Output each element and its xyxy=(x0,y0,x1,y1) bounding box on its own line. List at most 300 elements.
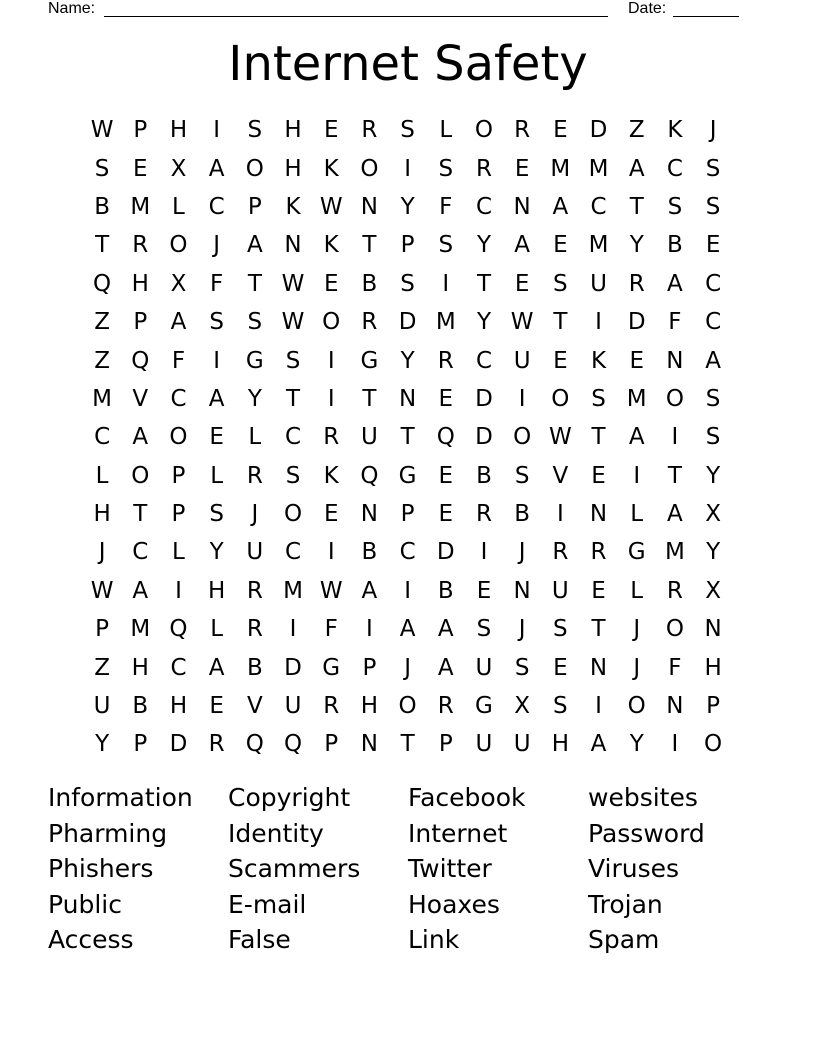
name-field[interactable] xyxy=(104,0,608,17)
grid-letter[interactable]: I xyxy=(327,539,335,566)
grid-letter[interactable]: M xyxy=(626,385,647,412)
grid-letter[interactable]: I xyxy=(213,117,221,144)
grid-letter[interactable]: R xyxy=(361,117,378,144)
grid-letter[interactable]: I xyxy=(671,731,679,758)
grid-letter[interactable]: E xyxy=(629,347,644,374)
grid-letter[interactable]: D xyxy=(589,117,608,144)
grid-letter[interactable]: B xyxy=(361,539,378,566)
grid-letter[interactable]: S xyxy=(705,193,721,220)
grid-letter[interactable]: I xyxy=(556,501,564,528)
grid-letter[interactable]: R xyxy=(666,577,683,604)
grid-letter[interactable]: C xyxy=(399,539,416,566)
grid-letter[interactable]: G xyxy=(245,347,264,374)
grid-letter[interactable]: H xyxy=(169,117,188,144)
grid-letter[interactable]: O xyxy=(169,424,188,451)
grid-letter[interactable]: I xyxy=(442,270,450,297)
grid-letter[interactable]: R xyxy=(361,309,378,336)
grid-letter[interactable]: S xyxy=(209,309,224,336)
grid-letter[interactable]: I xyxy=(671,424,679,451)
grid-letter[interactable]: Q xyxy=(283,731,303,758)
grid-letter[interactable]: C xyxy=(94,424,111,451)
grid-letter[interactable]: M xyxy=(588,155,609,182)
grid-letter[interactable]: F xyxy=(171,347,186,374)
grid-letter[interactable]: J xyxy=(518,539,526,566)
grid-letter[interactable]: T xyxy=(629,193,644,220)
grid-letter[interactable]: K xyxy=(323,155,339,182)
grid-letter[interactable]: H xyxy=(360,693,379,720)
grid-letter[interactable]: A xyxy=(208,385,225,412)
grid-letter[interactable]: I xyxy=(518,385,526,412)
grid-letter[interactable]: S xyxy=(705,155,721,182)
grid-letter[interactable]: O xyxy=(627,693,646,720)
grid-letter[interactable]: Y xyxy=(95,731,110,758)
grid-letter[interactable]: F xyxy=(668,309,682,336)
grid-letter[interactable]: O xyxy=(283,501,303,528)
word-bank-item: websites xyxy=(588,783,698,812)
grid-letter[interactable]: T xyxy=(95,232,110,259)
grid-letter[interactable]: F xyxy=(668,654,682,681)
grid-letter[interactable]: H xyxy=(208,577,226,604)
grid-letter[interactable]: R xyxy=(475,501,492,528)
grid-letter[interactable]: M xyxy=(550,155,571,182)
grid-letter[interactable]: C xyxy=(475,347,492,374)
grid-letter[interactable]: Y xyxy=(706,539,721,566)
grid-letter[interactable]: E xyxy=(209,424,224,451)
grid-letter[interactable]: O xyxy=(665,616,684,643)
grid-letter[interactable]: T xyxy=(133,501,148,528)
grid-letter[interactable]: R xyxy=(132,232,149,259)
grid-letter[interactable]: E xyxy=(553,117,568,144)
grid-letter[interactable]: A xyxy=(590,731,607,758)
grid-letter[interactable]: A xyxy=(132,577,149,604)
grid-letter[interactable]: M xyxy=(283,577,303,604)
grid-letter[interactable]: X xyxy=(170,155,187,182)
grid-letter[interactable]: J xyxy=(213,232,221,259)
grid-letter[interactable]: E xyxy=(705,232,721,259)
grid-letter[interactable]: Q xyxy=(245,731,264,758)
grid-letter[interactable]: S xyxy=(553,270,568,297)
grid-letter[interactable]: P xyxy=(400,501,415,528)
grid-letter[interactable]: F xyxy=(324,616,338,643)
grid-letter[interactable]: A xyxy=(246,232,263,259)
grid-letter[interactable]: C xyxy=(132,539,149,566)
grid-letter[interactable]: A xyxy=(628,424,645,451)
grid-letter[interactable]: O xyxy=(322,309,341,336)
grid-letter[interactable]: D xyxy=(398,309,417,336)
grid-letter[interactable]: D xyxy=(169,731,188,758)
grid-letter[interactable]: H xyxy=(131,270,149,297)
grid-row xyxy=(83,303,733,341)
grid-letter[interactable]: Z xyxy=(94,347,110,374)
grid-letter[interactable]: S xyxy=(400,270,415,297)
grid-letter[interactable]: M xyxy=(130,616,151,643)
grid-letter[interactable]: Q xyxy=(131,347,150,374)
grid-letter[interactable]: R xyxy=(552,539,569,566)
grid-letter[interactable]: E xyxy=(553,347,568,374)
grid-letter[interactable]: C xyxy=(666,155,683,182)
grid-letter[interactable]: R xyxy=(246,616,263,643)
grid-letter[interactable]: I xyxy=(633,462,641,489)
grid-letter[interactable]: I xyxy=(595,309,602,336)
grid-letter[interactable]: E xyxy=(514,270,530,297)
word-column xyxy=(408,780,588,958)
grid-letter[interactable]: E xyxy=(438,385,454,412)
date-field[interactable] xyxy=(673,0,739,17)
grid-letter[interactable]: A xyxy=(628,155,645,182)
grid-letter[interactable]: S xyxy=(514,654,530,681)
grid-letter[interactable]: C xyxy=(170,654,187,681)
grid-letter[interactable]: T xyxy=(362,385,377,412)
grid-letter[interactable]: D xyxy=(627,309,646,336)
grid-letter[interactable]: O xyxy=(131,462,150,489)
grid-letter[interactable]: N xyxy=(284,232,302,259)
grid-letter[interactable]: H xyxy=(93,501,111,528)
grid-letter[interactable]: A xyxy=(361,577,378,604)
grid-letter[interactable]: P xyxy=(362,654,377,681)
grid-letter[interactable]: J xyxy=(709,117,717,144)
grid-letter[interactable]: E xyxy=(323,270,339,297)
grid-letter[interactable]: E xyxy=(591,577,606,604)
word-bank-item: Public xyxy=(48,889,122,919)
grid-letter[interactable]: L xyxy=(210,616,224,643)
grid-letter[interactable]: I xyxy=(595,693,602,720)
grid-letter[interactable]: F xyxy=(439,193,453,220)
grid-letter[interactable]: E xyxy=(553,654,568,681)
grid-letter[interactable]: R xyxy=(437,347,454,374)
grid-letter[interactable]: V xyxy=(246,693,263,720)
grid-letter[interactable]: T xyxy=(286,385,301,412)
grid-letter[interactable]: J xyxy=(633,654,641,681)
grid-letter[interactable]: B xyxy=(476,462,492,489)
grid-letter[interactable]: W xyxy=(281,270,305,297)
grid-letter[interactable]: H xyxy=(131,654,149,681)
grid-letter[interactable]: S xyxy=(438,155,454,182)
grid-letter[interactable]: S xyxy=(705,385,721,412)
grid-letter[interactable]: K xyxy=(590,347,607,374)
grid-letter[interactable]: C xyxy=(475,193,492,220)
grid-letter[interactable]: N xyxy=(589,654,608,681)
grid-letter[interactable]: R xyxy=(246,462,263,489)
grid-letter[interactable]: N xyxy=(360,501,379,528)
grid-letter[interactable]: P xyxy=(171,462,186,489)
grid-letter[interactable]: O xyxy=(513,424,532,451)
grid-letter[interactable]: B xyxy=(94,193,110,220)
grid-letter[interactable]: S xyxy=(438,232,454,259)
grid-letter[interactable]: I xyxy=(404,155,411,182)
grid-letter[interactable]: P xyxy=(247,193,262,220)
grid-letter[interactable]: C xyxy=(705,309,722,336)
grid-letter[interactable]: S xyxy=(285,347,301,374)
grid-letter[interactable]: D xyxy=(475,385,493,412)
grid-letter[interactable]: R xyxy=(475,155,492,182)
grid-letter[interactable]: Y xyxy=(476,309,491,336)
grid-letter[interactable]: Y xyxy=(400,193,415,220)
grid-letter[interactable]: R xyxy=(437,693,454,720)
grid-letter[interactable]: Y xyxy=(629,731,644,758)
grid-letter[interactable]: M xyxy=(664,539,685,566)
grid-letter[interactable]: G xyxy=(360,347,379,374)
grid-letter[interactable]: Z xyxy=(628,117,645,144)
grid-letter[interactable]: L xyxy=(248,424,262,451)
grid-letter[interactable]: I xyxy=(404,577,411,604)
grid-letter[interactable]: Q xyxy=(93,270,112,297)
grid-letter[interactable]: T xyxy=(400,424,415,451)
grid-letter[interactable]: A xyxy=(552,193,569,220)
grid-letter[interactable]: H xyxy=(704,654,722,681)
grid-letter[interactable]: R xyxy=(246,577,263,604)
grid-letter[interactable]: U xyxy=(513,347,531,374)
grid-letter[interactable]: I xyxy=(366,616,373,643)
grid-letter[interactable]: S xyxy=(94,155,110,182)
grid-letter[interactable]: W xyxy=(281,309,305,336)
grid-letter[interactable]: V xyxy=(132,385,149,412)
grid-letter[interactable]: K xyxy=(323,462,339,489)
grid-letter[interactable]: E xyxy=(209,693,224,720)
grid-letter[interactable]: N xyxy=(360,193,379,220)
grid-letter[interactable]: P xyxy=(133,309,148,336)
grid-letter[interactable]: R xyxy=(323,424,340,451)
grid-letter[interactable]: U xyxy=(475,731,493,758)
grid-letter[interactable]: S xyxy=(667,193,683,220)
grid-letter[interactable]: L xyxy=(630,577,644,604)
grid-letter[interactable]: L xyxy=(439,117,453,144)
grid-letter[interactable]: B xyxy=(132,693,149,720)
grid-letter[interactable]: W xyxy=(319,577,343,604)
grid-letter[interactable]: T xyxy=(553,309,568,336)
grid-letter[interactable]: N xyxy=(360,731,379,758)
grid-letter[interactable]: O xyxy=(169,232,188,259)
grid-letter[interactable]: W xyxy=(510,309,534,336)
grid-letter[interactable]: N xyxy=(513,193,531,220)
grid-letter[interactable]: X xyxy=(705,501,721,528)
grid-letter[interactable]: A xyxy=(132,424,149,451)
grid-letter[interactable]: N xyxy=(666,347,684,374)
grid-letter[interactable]: S xyxy=(553,693,568,720)
grid-letter[interactable]: B xyxy=(514,501,531,528)
grid-letter[interactable]: Z xyxy=(94,654,110,681)
grid-letter[interactable]: A xyxy=(437,654,454,681)
grid-letter[interactable]: W xyxy=(90,577,114,604)
grid-letter[interactable]: L xyxy=(172,193,185,220)
grid-letter[interactable]: J xyxy=(633,616,641,643)
grid-letter[interactable]: O xyxy=(551,385,570,412)
grid-letter[interactable]: S xyxy=(705,424,721,451)
grid-letter[interactable]: I xyxy=(480,539,488,566)
grid-letter[interactable]: A xyxy=(705,347,721,374)
grid-letter[interactable]: R xyxy=(208,731,225,758)
grid-letter[interactable]: B xyxy=(246,654,263,681)
grid-letter[interactable]: P xyxy=(133,117,148,144)
grid-letter[interactable]: R xyxy=(628,270,645,297)
grid-letter[interactable]: U xyxy=(284,693,302,720)
grid-letter[interactable]: N xyxy=(513,577,531,604)
grid-letter[interactable]: E xyxy=(438,501,454,528)
grid-letter[interactable]: S xyxy=(514,462,530,489)
grid-letter[interactable]: Y xyxy=(247,385,262,412)
grid-letter[interactable]: C xyxy=(285,424,302,451)
date-label: Date: xyxy=(628,0,667,17)
grid-letter[interactable]: K xyxy=(667,117,683,144)
grid-letter[interactable]: A xyxy=(667,270,683,297)
grid-letter[interactable]: J xyxy=(251,501,259,528)
grid-letter[interactable]: A xyxy=(208,654,225,681)
grid-letter[interactable]: A xyxy=(399,616,416,643)
grid-letter[interactable]: U xyxy=(246,539,264,566)
grid-letter[interactable]: E xyxy=(553,232,568,259)
grid-letter[interactable]: S xyxy=(247,117,263,144)
grid-letter[interactable]: K xyxy=(285,193,301,220)
grid-letter[interactable]: H xyxy=(551,731,569,758)
grid-letter[interactable]: U xyxy=(93,693,111,720)
grid-letter[interactable]: W xyxy=(90,117,114,144)
grid-letter[interactable]: Y xyxy=(400,347,415,374)
grid-letter[interactable]: T xyxy=(667,462,682,489)
grid-letter[interactable]: L xyxy=(210,462,224,489)
grid-letter[interactable]: T xyxy=(400,731,415,758)
grid-letter[interactable]: D xyxy=(436,539,455,566)
grid-letter[interactable]: E xyxy=(476,577,492,604)
grid-letter[interactable]: P xyxy=(324,731,339,758)
grid-letter[interactable]: A xyxy=(208,155,225,182)
grid-letter[interactable]: P xyxy=(133,731,148,758)
grid-letter[interactable]: E xyxy=(323,117,339,144)
grid-letter[interactable]: V xyxy=(552,462,569,489)
grid-letter[interactable]: Y xyxy=(706,462,721,489)
grid-letter[interactable]: F xyxy=(210,270,224,297)
word-column xyxy=(588,780,768,958)
grid-letter[interactable]: H xyxy=(169,693,188,720)
grid-letter[interactable]: S xyxy=(247,309,263,336)
grid-letter[interactable]: C xyxy=(590,193,607,220)
grid-letter[interactable]: E xyxy=(591,462,606,489)
grid-letter[interactable]: E xyxy=(514,155,530,182)
grid-letter[interactable]: M xyxy=(435,309,456,336)
grid-letter[interactable]: M xyxy=(92,385,113,412)
grid-letter[interactable]: G xyxy=(475,693,493,720)
grid-letter[interactable]: S xyxy=(209,501,224,528)
grid-letter[interactable]: I xyxy=(327,347,335,374)
grid-letter[interactable]: J xyxy=(518,616,526,643)
grid-letter[interactable]: S xyxy=(476,616,492,643)
grid-letter[interactable]: O xyxy=(474,117,494,144)
grid-letter[interactable]: B xyxy=(667,232,683,259)
grid-letter[interactable]: C xyxy=(705,270,722,297)
grid-letter[interactable]: A xyxy=(437,616,454,643)
grid-letter[interactable]: O xyxy=(245,155,264,182)
grid-letter[interactable]: A xyxy=(170,309,187,336)
grid-letter[interactable]: U xyxy=(360,424,378,451)
grid-letter[interactable]: O xyxy=(665,385,684,412)
grid-letter[interactable]: N xyxy=(398,385,417,412)
grid-letter[interactable]: J xyxy=(98,539,106,566)
grid-letter[interactable]: O xyxy=(360,155,379,182)
grid-letter[interactable]: G xyxy=(627,539,646,566)
grid-letter[interactable]: H xyxy=(284,155,302,182)
grid-letter[interactable]: Q xyxy=(436,424,455,451)
grid-letter[interactable]: C xyxy=(285,539,302,566)
grid-letter[interactable]: X xyxy=(514,693,531,720)
grid-letter[interactable]: B xyxy=(361,270,378,297)
grid-letter[interactable]: S xyxy=(591,385,606,412)
grid-letter[interactable]: L xyxy=(95,462,109,489)
page-title: Internet Safety xyxy=(228,36,588,92)
grid-letter[interactable]: I xyxy=(327,385,335,412)
grid-letter[interactable]: N xyxy=(666,693,684,720)
grid-letter[interactable]: E xyxy=(438,462,454,489)
grid-letter[interactable]: W xyxy=(319,193,343,220)
grid-letter[interactable]: T xyxy=(591,616,606,643)
grid-letter[interactable]: S xyxy=(553,616,568,643)
grid-letter[interactable]: U xyxy=(475,654,493,681)
grid-letter[interactable]: Q xyxy=(360,462,379,489)
grid-letter[interactable]: E xyxy=(133,155,148,182)
grid-letter[interactable]: S xyxy=(400,117,415,144)
grid-letter[interactable]: N xyxy=(704,616,722,643)
grid-letter[interactable]: I xyxy=(213,347,221,374)
grid-row xyxy=(83,418,733,456)
grid-letter[interactable]: G xyxy=(398,462,417,489)
grid-letter[interactable]: P xyxy=(706,693,721,720)
grid-letter[interactable]: K xyxy=(323,232,339,259)
grid-letter[interactable]: I xyxy=(289,616,297,643)
grid-letter[interactable]: I xyxy=(175,577,182,604)
grid-letter[interactable]: W xyxy=(548,424,572,451)
grid-letter[interactable]: D xyxy=(475,424,493,451)
grid-letter[interactable]: O xyxy=(398,693,417,720)
grid-letter[interactable]: Y xyxy=(209,539,224,566)
grid-letter[interactable]: C xyxy=(170,385,187,412)
grid-letter[interactable]: P xyxy=(400,232,415,259)
grid-letter[interactable]: L xyxy=(172,539,185,566)
grid-letter[interactable]: H xyxy=(284,117,302,144)
grid-letter[interactable]: T xyxy=(362,232,377,259)
grid-letter[interactable]: Y xyxy=(476,232,491,259)
grid-letter[interactable]: S xyxy=(285,462,301,489)
grid-letter[interactable]: P xyxy=(438,731,453,758)
grid-letter[interactable]: T xyxy=(247,270,262,297)
grid-letter[interactable]: C xyxy=(208,193,225,220)
grid-letter[interactable]: Q xyxy=(169,616,188,643)
grid-letter[interactable]: A xyxy=(667,501,683,528)
grid-letter[interactable]: L xyxy=(630,501,644,528)
grid-letter[interactable]: T xyxy=(591,424,606,451)
grid-letter[interactable]: P xyxy=(171,501,186,528)
worksheet-header xyxy=(48,0,748,20)
grid-letter[interactable]: M xyxy=(588,232,609,259)
grid-letter[interactable]: Z xyxy=(94,309,110,336)
grid-letter[interactable]: X xyxy=(170,270,187,297)
grid-letter[interactable]: P xyxy=(95,616,110,643)
grid-letter[interactable]: R xyxy=(514,117,531,144)
grid-letter[interactable]: X xyxy=(705,577,721,604)
grid-letter[interactable]: R xyxy=(323,693,340,720)
grid-letter[interactable]: G xyxy=(322,654,341,681)
grid-letter[interactable]: N xyxy=(589,501,608,528)
grid-letter[interactable]: Y xyxy=(629,232,644,259)
grid-letter[interactable]: J xyxy=(404,654,411,681)
grid-letter[interactable]: U xyxy=(513,731,531,758)
grid-letter[interactable]: O xyxy=(704,731,723,758)
grid-letter[interactable]: D xyxy=(284,654,302,681)
grid-letter[interactable]: E xyxy=(323,501,339,528)
grid-letter[interactable]: T xyxy=(476,270,491,297)
grid-letter[interactable]: M xyxy=(130,193,151,220)
grid-letter[interactable]: B xyxy=(437,577,454,604)
grid-letter[interactable]: U xyxy=(590,270,607,297)
grid-letter[interactable]: A xyxy=(514,232,531,259)
grid-letter[interactable]: U xyxy=(551,577,569,604)
grid-letter[interactable]: R xyxy=(590,539,607,566)
